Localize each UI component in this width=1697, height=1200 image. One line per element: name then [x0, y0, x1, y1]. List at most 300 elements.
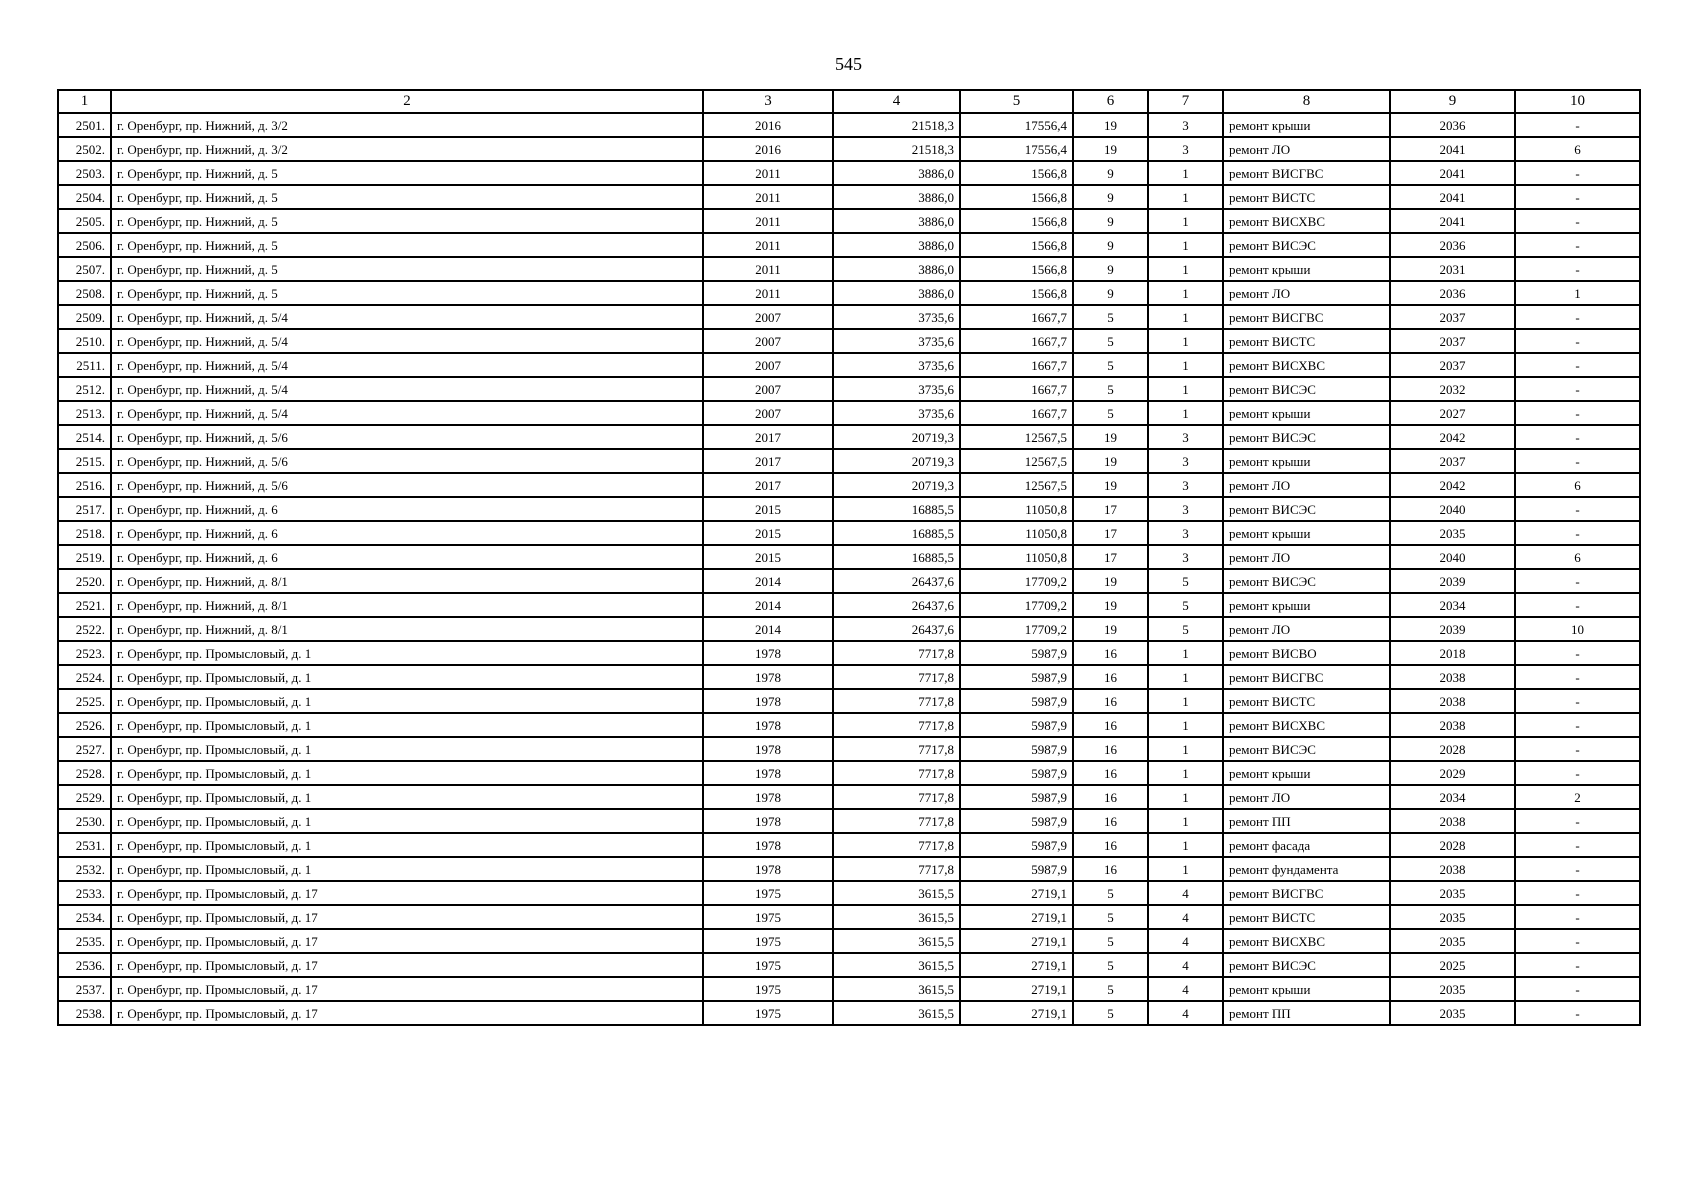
- column-10-cell: -: [1515, 1001, 1640, 1025]
- address-cell: г. Оренбург, пр. Нижний, д. 5/4: [111, 353, 703, 377]
- table-row: [58, 209, 1640, 233]
- work-type-cell: ремонт ВИСГВС: [1223, 881, 1390, 905]
- total-area-cell: 7717,8: [833, 713, 960, 737]
- work-type-cell: ремонт крыши: [1223, 113, 1390, 137]
- row-number: 2514.: [58, 425, 111, 449]
- floors-cell: 19: [1073, 617, 1148, 641]
- address-cell: г. Оренбург, пр. Нижний, д. 6: [111, 545, 703, 569]
- entrances-cell: 1: [1148, 353, 1223, 377]
- planned-year-cell: 2018: [1390, 641, 1515, 665]
- row-number: 2535.: [58, 929, 111, 953]
- living-area-cell: 5987,9: [960, 833, 1073, 857]
- address-cell: г. Оренбург, пр. Нижний, д. 5/4: [111, 401, 703, 425]
- row-number: 2527.: [58, 737, 111, 761]
- row-number: 2538.: [58, 1001, 111, 1025]
- address-cell: г. Оренбург, пр. Промысловый, д. 1: [111, 857, 703, 881]
- living-area-cell: 5987,9: [960, 809, 1073, 833]
- column-10-cell: -: [1515, 857, 1640, 881]
- table-row: [58, 833, 1640, 857]
- planned-year-cell: 2037: [1390, 353, 1515, 377]
- address-cell: г. Оренбург, пр. Промысловый, д. 1: [111, 713, 703, 737]
- row-number: 2528.: [58, 761, 111, 785]
- column-10-cell: -: [1515, 425, 1640, 449]
- table-row: [58, 737, 1640, 761]
- address-cell: г. Оренбург, пр. Промысловый, д. 1: [111, 665, 703, 689]
- floors-cell: 5: [1073, 401, 1148, 425]
- year-built-cell: 2007: [703, 401, 833, 425]
- year-built-cell: 2007: [703, 329, 833, 353]
- planned-year-cell: 2034: [1390, 593, 1515, 617]
- table-row: [58, 281, 1640, 305]
- year-built-cell: 1978: [703, 713, 833, 737]
- total-area-cell: 3886,0: [833, 233, 960, 257]
- column-10-cell: -: [1515, 305, 1640, 329]
- total-area-cell: 20719,3: [833, 425, 960, 449]
- floors-cell: 17: [1073, 521, 1148, 545]
- row-number: 2537.: [58, 977, 111, 1001]
- entrances-cell: 1: [1148, 833, 1223, 857]
- work-type-cell: ремонт ЛО: [1223, 281, 1390, 305]
- floors-cell: 16: [1073, 833, 1148, 857]
- table-row: [58, 785, 1640, 809]
- year-built-cell: 2011: [703, 257, 833, 281]
- living-area-cell: 12567,5: [960, 425, 1073, 449]
- entrances-cell: 5: [1148, 617, 1223, 641]
- column-header: 5: [960, 90, 1073, 113]
- address-cell: г. Оренбург, пр. Промысловый, д. 17: [111, 1001, 703, 1025]
- total-area-cell: 3735,6: [833, 329, 960, 353]
- address-cell: г. Оренбург, пр. Промысловый, д. 17: [111, 929, 703, 953]
- column-header: 1: [58, 90, 111, 113]
- total-area-cell: 26437,6: [833, 569, 960, 593]
- column-header: 10: [1515, 90, 1640, 113]
- table-row: [58, 713, 1640, 737]
- column-10-cell: -: [1515, 593, 1640, 617]
- work-type-cell: ремонт ВИСХВС: [1223, 209, 1390, 233]
- column-10-cell: -: [1515, 353, 1640, 377]
- living-area-cell: 1566,8: [960, 209, 1073, 233]
- entrances-cell: 3: [1148, 449, 1223, 473]
- total-area-cell: 3735,6: [833, 377, 960, 401]
- table-row: [58, 257, 1640, 281]
- floors-cell: 5: [1073, 953, 1148, 977]
- table-row: [58, 689, 1640, 713]
- total-area-cell: 3886,0: [833, 209, 960, 233]
- column-10-cell: -: [1515, 905, 1640, 929]
- year-built-cell: 2017: [703, 473, 833, 497]
- total-area-cell: 7717,8: [833, 857, 960, 881]
- floors-cell: 5: [1073, 905, 1148, 929]
- address-cell: г. Оренбург, пр. Нижний, д. 5: [111, 257, 703, 281]
- floors-cell: 19: [1073, 113, 1148, 137]
- floors-cell: 9: [1073, 233, 1148, 257]
- header-row: [58, 90, 1640, 113]
- total-area-cell: 3886,0: [833, 257, 960, 281]
- column-header: 2: [111, 90, 703, 113]
- column-header: 7: [1148, 90, 1223, 113]
- row-number: 2502.: [58, 137, 111, 161]
- address-cell: г. Оренбург, пр. Нижний, д. 6: [111, 497, 703, 521]
- living-area-cell: 1566,8: [960, 161, 1073, 185]
- work-type-cell: ремонт ВИСЭС: [1223, 233, 1390, 257]
- year-built-cell: 1978: [703, 761, 833, 785]
- address-cell: г. Оренбург, пр. Нижний, д. 3/2: [111, 113, 703, 137]
- column-10-cell: -: [1515, 449, 1640, 473]
- planned-year-cell: 2035: [1390, 929, 1515, 953]
- column-10-cell: -: [1515, 977, 1640, 1001]
- address-cell: г. Оренбург, пр. Нижний, д. 5/4: [111, 377, 703, 401]
- table-body: [58, 113, 1640, 1025]
- row-number: 2533.: [58, 881, 111, 905]
- row-number: 2536.: [58, 953, 111, 977]
- table-row: [58, 329, 1640, 353]
- floors-cell: 16: [1073, 761, 1148, 785]
- floors-cell: 16: [1073, 809, 1148, 833]
- work-type-cell: ремонт ВИСТС: [1223, 689, 1390, 713]
- planned-year-cell: 2041: [1390, 161, 1515, 185]
- column-10-cell: -: [1515, 833, 1640, 857]
- column-header: 9: [1390, 90, 1515, 113]
- planned-year-cell: 2039: [1390, 569, 1515, 593]
- column-10-cell: -: [1515, 665, 1640, 689]
- work-type-cell: ремонт ВИСГВС: [1223, 305, 1390, 329]
- work-type-cell: ремонт крыши: [1223, 593, 1390, 617]
- row-number: 2509.: [58, 305, 111, 329]
- year-built-cell: 2016: [703, 113, 833, 137]
- floors-cell: 19: [1073, 593, 1148, 617]
- planned-year-cell: 2028: [1390, 833, 1515, 857]
- work-type-cell: ремонт ВИСЭС: [1223, 737, 1390, 761]
- year-built-cell: 1975: [703, 953, 833, 977]
- table-row: [58, 137, 1640, 161]
- row-number: 2503.: [58, 161, 111, 185]
- row-number: 2505.: [58, 209, 111, 233]
- year-built-cell: 1975: [703, 881, 833, 905]
- total-area-cell: 3615,5: [833, 929, 960, 953]
- work-type-cell: ремонт ВИСТС: [1223, 329, 1390, 353]
- living-area-cell: 17556,4: [960, 113, 1073, 137]
- entrances-cell: 1: [1148, 809, 1223, 833]
- total-area-cell: 7717,8: [833, 785, 960, 809]
- total-area-cell: 26437,6: [833, 617, 960, 641]
- total-area-cell: 3615,5: [833, 953, 960, 977]
- living-area-cell: 17556,4: [960, 137, 1073, 161]
- entrances-cell: 1: [1148, 209, 1223, 233]
- row-number: 2520.: [58, 569, 111, 593]
- entrances-cell: 4: [1148, 905, 1223, 929]
- row-number: 2508.: [58, 281, 111, 305]
- year-built-cell: 2014: [703, 593, 833, 617]
- row-number: 2510.: [58, 329, 111, 353]
- total-area-cell: 16885,5: [833, 497, 960, 521]
- work-type-cell: ремонт крыши: [1223, 401, 1390, 425]
- table-row: [58, 809, 1640, 833]
- year-built-cell: 2017: [703, 449, 833, 473]
- row-number: 2513.: [58, 401, 111, 425]
- address-cell: г. Оренбург, пр. Промысловый, д. 1: [111, 809, 703, 833]
- table-row: [58, 401, 1640, 425]
- floors-cell: 17: [1073, 545, 1148, 569]
- living-area-cell: 2719,1: [960, 1001, 1073, 1025]
- year-built-cell: 2016: [703, 137, 833, 161]
- work-type-cell: ремонт ВИСЭС: [1223, 377, 1390, 401]
- address-cell: г. Оренбург, пр. Нижний, д. 5: [111, 281, 703, 305]
- address-cell: г. Оренбург, пр. Нижний, д. 5: [111, 161, 703, 185]
- living-area-cell: 1566,8: [960, 281, 1073, 305]
- entrances-cell: 1: [1148, 689, 1223, 713]
- planned-year-cell: 2042: [1390, 425, 1515, 449]
- living-area-cell: 1667,7: [960, 401, 1073, 425]
- row-number: 2522.: [58, 617, 111, 641]
- address-cell: г. Оренбург, пр. Нижний, д. 5/4: [111, 329, 703, 353]
- work-type-cell: ремонт ВИСВО: [1223, 641, 1390, 665]
- table-row: [58, 881, 1640, 905]
- floors-cell: 16: [1073, 641, 1148, 665]
- entrances-cell: 3: [1148, 497, 1223, 521]
- row-number: 2529.: [58, 785, 111, 809]
- work-type-cell: ремонт ВИСЭС: [1223, 953, 1390, 977]
- work-type-cell: ремонт ВИСТС: [1223, 905, 1390, 929]
- entrances-cell: 1: [1148, 329, 1223, 353]
- living-area-cell: 5987,9: [960, 737, 1073, 761]
- column-10-cell: -: [1515, 569, 1640, 593]
- table-row: [58, 497, 1640, 521]
- entrances-cell: 3: [1148, 113, 1223, 137]
- living-area-cell: 5987,9: [960, 689, 1073, 713]
- column-10-cell: -: [1515, 377, 1640, 401]
- row-number: 2531.: [58, 833, 111, 857]
- year-built-cell: 1975: [703, 1001, 833, 1025]
- address-cell: г. Оренбург, пр. Промысловый, д. 1: [111, 761, 703, 785]
- work-type-cell: ремонт ЛО: [1223, 545, 1390, 569]
- total-area-cell: 16885,5: [833, 545, 960, 569]
- table-row: [58, 953, 1640, 977]
- row-number: 2518.: [58, 521, 111, 545]
- living-area-cell: 5987,9: [960, 785, 1073, 809]
- year-built-cell: 2011: [703, 209, 833, 233]
- year-built-cell: 1978: [703, 737, 833, 761]
- floors-cell: 5: [1073, 1001, 1148, 1025]
- planned-year-cell: 2028: [1390, 737, 1515, 761]
- total-area-cell: 7717,8: [833, 737, 960, 761]
- planned-year-cell: 2036: [1390, 233, 1515, 257]
- work-type-cell: ремонт ЛО: [1223, 137, 1390, 161]
- address-cell: г. Оренбург, пр. Нижний, д. 3/2: [111, 137, 703, 161]
- living-area-cell: 2719,1: [960, 881, 1073, 905]
- year-built-cell: 2011: [703, 161, 833, 185]
- living-area-cell: 17709,2: [960, 569, 1073, 593]
- planned-year-cell: 2037: [1390, 449, 1515, 473]
- total-area-cell: 7717,8: [833, 809, 960, 833]
- address-cell: г. Оренбург, пр. Промысловый, д. 17: [111, 953, 703, 977]
- planned-year-cell: 2038: [1390, 689, 1515, 713]
- repair-register-table: [57, 89, 1641, 1026]
- table-row: [58, 161, 1640, 185]
- work-type-cell: ремонт ЛО: [1223, 617, 1390, 641]
- entrances-cell: 1: [1148, 737, 1223, 761]
- column-10-cell: -: [1515, 329, 1640, 353]
- total-area-cell: 3886,0: [833, 185, 960, 209]
- floors-cell: 5: [1073, 353, 1148, 377]
- column-10-cell: 1: [1515, 281, 1640, 305]
- year-built-cell: 2007: [703, 377, 833, 401]
- entrances-cell: 5: [1148, 593, 1223, 617]
- column-10-cell: -: [1515, 113, 1640, 137]
- table-row: [58, 377, 1640, 401]
- planned-year-cell: 2035: [1390, 977, 1515, 1001]
- floors-cell: 9: [1073, 185, 1148, 209]
- floors-cell: 19: [1073, 473, 1148, 497]
- planned-year-cell: 2031: [1390, 257, 1515, 281]
- work-type-cell: ремонт ВИСГВС: [1223, 161, 1390, 185]
- work-type-cell: ремонт ВИСЭС: [1223, 425, 1390, 449]
- total-area-cell: 3735,6: [833, 353, 960, 377]
- total-area-cell: 7717,8: [833, 689, 960, 713]
- entrances-cell: 1: [1148, 713, 1223, 737]
- entrances-cell: 4: [1148, 977, 1223, 1001]
- total-area-cell: 3615,5: [833, 881, 960, 905]
- column-10-cell: -: [1515, 161, 1640, 185]
- year-built-cell: 2015: [703, 521, 833, 545]
- row-number: 2526.: [58, 713, 111, 737]
- column-10-cell: -: [1515, 761, 1640, 785]
- year-built-cell: 2014: [703, 569, 833, 593]
- planned-year-cell: 2035: [1390, 1001, 1515, 1025]
- floors-cell: 16: [1073, 665, 1148, 689]
- address-cell: г. Оренбург, пр. Промысловый, д. 1: [111, 737, 703, 761]
- table-row: [58, 185, 1640, 209]
- column-10-cell: -: [1515, 641, 1640, 665]
- column-10-cell: 6: [1515, 137, 1640, 161]
- floors-cell: 19: [1073, 425, 1148, 449]
- living-area-cell: 17709,2: [960, 617, 1073, 641]
- column-10-cell: -: [1515, 809, 1640, 833]
- living-area-cell: 2719,1: [960, 929, 1073, 953]
- entrances-cell: 3: [1148, 425, 1223, 449]
- year-built-cell: 1978: [703, 689, 833, 713]
- total-area-cell: 21518,3: [833, 113, 960, 137]
- planned-year-cell: 2038: [1390, 857, 1515, 881]
- floors-cell: 19: [1073, 137, 1148, 161]
- planned-year-cell: 2040: [1390, 545, 1515, 569]
- entrances-cell: 1: [1148, 665, 1223, 689]
- table-row: [58, 905, 1640, 929]
- floors-cell: 5: [1073, 329, 1148, 353]
- address-cell: г. Оренбург, пр. Нижний, д. 5: [111, 233, 703, 257]
- year-built-cell: 1978: [703, 785, 833, 809]
- table-row: [58, 593, 1640, 617]
- year-built-cell: 1975: [703, 905, 833, 929]
- work-type-cell: ремонт крыши: [1223, 449, 1390, 473]
- work-type-cell: ремонт крыши: [1223, 761, 1390, 785]
- living-area-cell: 2719,1: [960, 905, 1073, 929]
- total-area-cell: 7717,8: [833, 641, 960, 665]
- floors-cell: 19: [1073, 449, 1148, 473]
- table-row: [58, 665, 1640, 689]
- column-header: 8: [1223, 90, 1390, 113]
- planned-year-cell: 2029: [1390, 761, 1515, 785]
- column-header: 4: [833, 90, 960, 113]
- living-area-cell: 1566,8: [960, 257, 1073, 281]
- living-area-cell: 2719,1: [960, 977, 1073, 1001]
- planned-year-cell: 2038: [1390, 809, 1515, 833]
- row-number: 2521.: [58, 593, 111, 617]
- year-built-cell: 1975: [703, 929, 833, 953]
- table-row: [58, 473, 1640, 497]
- living-area-cell: 5987,9: [960, 641, 1073, 665]
- floors-cell: 16: [1073, 737, 1148, 761]
- planned-year-cell: 2034: [1390, 785, 1515, 809]
- table-row: [58, 353, 1640, 377]
- table-row: [58, 641, 1640, 665]
- floors-cell: 5: [1073, 929, 1148, 953]
- address-cell: г. Оренбург, пр. Нижний, д. 8/1: [111, 617, 703, 641]
- row-number: 2512.: [58, 377, 111, 401]
- entrances-cell: 1: [1148, 377, 1223, 401]
- table-row: [58, 929, 1640, 953]
- planned-year-cell: 2035: [1390, 905, 1515, 929]
- entrances-cell: 1: [1148, 857, 1223, 881]
- planned-year-cell: 2040: [1390, 497, 1515, 521]
- work-type-cell: ремонт крыши: [1223, 257, 1390, 281]
- total-area-cell: 21518,3: [833, 137, 960, 161]
- year-built-cell: 1978: [703, 809, 833, 833]
- row-number: 2524.: [58, 665, 111, 689]
- planned-year-cell: 2038: [1390, 665, 1515, 689]
- table-header: [58, 90, 1640, 113]
- column-10-cell: -: [1515, 737, 1640, 761]
- work-type-cell: ремонт ВИСГВС: [1223, 665, 1390, 689]
- column-10-cell: 6: [1515, 473, 1640, 497]
- column-10-cell: -: [1515, 521, 1640, 545]
- row-number: 2523.: [58, 641, 111, 665]
- planned-year-cell: 2038: [1390, 713, 1515, 737]
- entrances-cell: 1: [1148, 233, 1223, 257]
- entrances-cell: 1: [1148, 785, 1223, 809]
- total-area-cell: 3886,0: [833, 281, 960, 305]
- work-type-cell: ремонт крыши: [1223, 977, 1390, 1001]
- planned-year-cell: 2041: [1390, 209, 1515, 233]
- year-built-cell: 2011: [703, 281, 833, 305]
- total-area-cell: 3615,5: [833, 1001, 960, 1025]
- column-10-cell: -: [1515, 401, 1640, 425]
- floors-cell: 16: [1073, 713, 1148, 737]
- address-cell: г. Оренбург, пр. Промысловый, д. 17: [111, 905, 703, 929]
- table-row: [58, 857, 1640, 881]
- address-cell: г. Оренбург, пр. Промысловый, д. 1: [111, 641, 703, 665]
- floors-cell: 9: [1073, 161, 1148, 185]
- column-10-cell: -: [1515, 713, 1640, 737]
- floors-cell: 17: [1073, 497, 1148, 521]
- total-area-cell: 20719,3: [833, 473, 960, 497]
- entrances-cell: 1: [1148, 761, 1223, 785]
- column-10-cell: 10: [1515, 617, 1640, 641]
- work-type-cell: ремонт ВИСТС: [1223, 185, 1390, 209]
- row-number: 2506.: [58, 233, 111, 257]
- table-row: [58, 425, 1640, 449]
- column-10-cell: -: [1515, 233, 1640, 257]
- table-row: [58, 1001, 1640, 1025]
- entrances-cell: 3: [1148, 545, 1223, 569]
- table-row: [58, 761, 1640, 785]
- column-10-cell: -: [1515, 689, 1640, 713]
- row-number: 2530.: [58, 809, 111, 833]
- column-10-cell: -: [1515, 257, 1640, 281]
- year-built-cell: 2011: [703, 185, 833, 209]
- table-row: [58, 569, 1640, 593]
- work-type-cell: ремонт ПП: [1223, 1001, 1390, 1025]
- living-area-cell: 1667,7: [960, 329, 1073, 353]
